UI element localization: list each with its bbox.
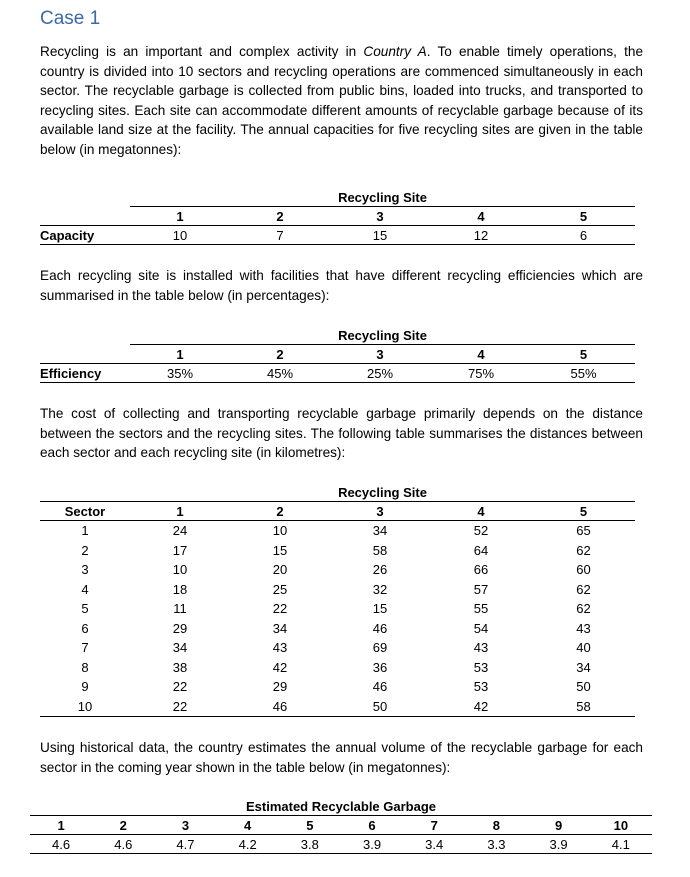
efficiency-site-header: 2 <box>230 345 330 364</box>
distance-cell: 43 <box>576 620 591 636</box>
garbage-sector-header: 10 <box>590 816 652 835</box>
distance-cell: 46 <box>230 697 330 717</box>
garbage-paragraph: Using historical data, the country estimates the annual volume of the recyclable garbage for each sector in the coming year shown in the table below (in megatonnes): <box>40 740 643 775</box>
capacity-value: 10 <box>130 226 230 245</box>
sector-number: 6 <box>81 620 89 636</box>
garbage-sector-header: 5 <box>279 816 341 835</box>
capacity-table <box>40 188 635 245</box>
distance-cell: 50 <box>330 697 430 717</box>
garbage-sector-header: 1 <box>30 816 92 835</box>
garbage-sector-header: 7 <box>403 816 465 835</box>
distance-cell: 34 <box>272 620 288 636</box>
distance-cell: 52 <box>473 523 489 539</box>
garbage-table <box>30 797 652 854</box>
efficiency-group-header: Recycling Site <box>338 327 427 343</box>
case-title: Case 1 <box>40 8 101 29</box>
distance-cell: 34 <box>372 523 388 539</box>
distance-cell: 29 <box>172 620 188 636</box>
capacity-site-header: 5 <box>532 207 635 226</box>
table-row <box>40 619 635 639</box>
distance-site-header: 1 <box>130 502 230 521</box>
capacity-site-header: 3 <box>330 207 430 226</box>
garbage-sector-header: 2 <box>92 816 154 835</box>
distance-cell: 58 <box>372 542 388 558</box>
capacity-value: 6 <box>532 226 635 245</box>
distance-cell: 11 <box>173 601 187 617</box>
efficiency-value: 75% <box>430 364 532 383</box>
country-name: Country A <box>363 44 427 59</box>
distance-cell: 57 <box>473 581 489 597</box>
garbage-value-row <box>30 835 652 854</box>
efficiency-site-header: 3 <box>330 345 430 364</box>
distance-cell: 15 <box>272 542 288 558</box>
distance-cell: 69 <box>372 640 388 656</box>
distance-cell: 32 <box>372 581 388 597</box>
garbage-value: 4.6 <box>30 835 92 854</box>
garbage-value: 3.8 <box>279 835 341 854</box>
distance-cell: 36 <box>372 659 388 675</box>
efficiency-value: 25% <box>330 364 430 383</box>
sector-number: 10 <box>40 697 130 717</box>
table-row <box>40 697 635 717</box>
table-row <box>40 541 635 561</box>
table-row <box>40 580 635 600</box>
garbage-value: 3.4 <box>403 835 465 854</box>
garbage-value: 4.6 <box>92 835 154 854</box>
capacity-value: 12 <box>430 226 532 245</box>
efficiency-value: 35% <box>130 364 230 383</box>
efficiency-paragraph: Each recycling site is installed with facilities that have different recycling efficiencies which are summarised in the table below (in percentages): <box>40 268 643 303</box>
capacity-site-header: 2 <box>230 207 330 226</box>
sector-number: 3 <box>81 562 89 578</box>
sector-number: 8 <box>81 659 89 675</box>
capacity-group-header: Recycling Site <box>338 189 427 205</box>
distance-cell: 29 <box>272 679 288 695</box>
capacity-row-label: Capacity <box>40 226 130 245</box>
table-row <box>40 599 635 619</box>
distance-cell: 54 <box>473 620 489 636</box>
distance-cell: 34 <box>172 640 188 656</box>
distance-paragraph: The cost of collecting and transporting recyclable garbage primarily depends on the distance between the sectors and the recycling sites. The following table summarises the distances between each sector and each recycling site (in kilometres): <box>40 406 643 460</box>
distance-group-header: Recycling Site <box>338 484 427 500</box>
distance-cell: 62 <box>576 601 591 617</box>
garbage-sector-header: 3 <box>154 816 216 835</box>
sector-number: 7 <box>81 640 89 656</box>
distance-cell: 42 <box>272 659 288 675</box>
distance-cell: 15 <box>372 601 388 617</box>
intro-text-2: . To enable timely operations, the country is divided into 10 sectors and recycling operations are commenced simultaneously in each sector. The recyclable garbage is collected from public bins, loaded into trucks, and transported to recycling sites. Each site can accommodate different amounts of recyclable garbage because of its available land size at the facility. The annual capacities for five recycling sites are given in the table below (in megatonnes): <box>40 44 644 157</box>
efficiency-row-label: Efficiency <box>40 364 130 383</box>
distance-cell: 65 <box>576 523 591 539</box>
distance-cell: 24 <box>172 523 188 539</box>
distance-site-header: 5 <box>532 502 635 521</box>
distance-cell: 46 <box>372 620 388 636</box>
distance-cell: 55 <box>473 601 489 617</box>
distance-site-header: 4 <box>430 502 532 521</box>
intro-text-1: Recycling is an important and complex activity in <box>40 44 364 59</box>
distance-cell: 25 <box>272 581 288 597</box>
garbage-value: 4.1 <box>590 835 652 854</box>
table-row <box>40 677 635 697</box>
garbage-sector-header: 4 <box>217 816 279 835</box>
distance-cell: 34 <box>576 659 591 675</box>
distance-cell: 66 <box>473 562 489 578</box>
garbage-header-row <box>30 816 652 835</box>
distance-cell: 42 <box>430 697 532 717</box>
garbage-value: 3.3 <box>465 835 527 854</box>
distance-cell: 10 <box>272 523 288 539</box>
distance-cell: 43 <box>272 640 288 656</box>
garbage-value: 3.9 <box>341 835 403 854</box>
intro-paragraph <box>40 42 643 159</box>
distance-site-header: 2 <box>230 502 330 521</box>
efficiency-site-header: 1 <box>130 345 230 364</box>
capacity-value: 7 <box>230 226 330 245</box>
sector-number: 4 <box>81 581 89 597</box>
distance-cell: 62 <box>576 581 591 597</box>
distance-cell: 18 <box>172 581 188 597</box>
efficiency-site-header: 4 <box>430 345 532 364</box>
sector-number: 5 <box>81 601 89 617</box>
table-row <box>40 521 635 541</box>
distance-cell: 43 <box>473 640 489 656</box>
garbage-sector-header: 8 <box>465 816 527 835</box>
garbage-value: 3.9 <box>528 835 590 854</box>
capacity-site-header: 4 <box>430 207 532 226</box>
distance-cell: 46 <box>372 679 388 695</box>
distance-cell: 22 <box>130 697 230 717</box>
distance-table <box>40 483 635 717</box>
distance-cell: 17 <box>172 542 188 558</box>
distance-site-header: 3 <box>330 502 430 521</box>
distance-cell: 50 <box>576 679 591 695</box>
capacity-value: 15 <box>330 226 430 245</box>
distance-cell: 53 <box>473 679 489 695</box>
efficiency-value: 55% <box>532 364 635 383</box>
garbage-value: 4.2 <box>217 835 279 854</box>
efficiency-table <box>40 326 635 383</box>
table-row <box>40 560 635 580</box>
distance-cell: 10 <box>172 562 188 578</box>
distance-cell: 38 <box>172 659 188 675</box>
distance-cell: 22 <box>272 601 288 617</box>
distance-cell: 53 <box>473 659 489 675</box>
distance-cell: 62 <box>576 542 591 558</box>
sector-number: 1 <box>81 523 89 539</box>
garbage-value: 4.7 <box>154 835 216 854</box>
distance-table-body <box>40 521 635 717</box>
garbage-sector-header: 9 <box>528 816 590 835</box>
table-row <box>40 638 635 658</box>
distance-cell: 26 <box>372 562 388 578</box>
efficiency-site-header: 5 <box>532 345 635 364</box>
sector-number: 9 <box>81 679 89 695</box>
distance-cell: 60 <box>576 562 591 578</box>
distance-cell: 58 <box>532 697 635 717</box>
distance-cell: 22 <box>172 679 188 695</box>
distance-cell: 20 <box>272 562 288 578</box>
garbage-group-header: Estimated Recyclable Garbage <box>245 798 437 814</box>
distance-cell: 64 <box>473 542 489 558</box>
table-row <box>40 658 635 678</box>
distance-cell: 40 <box>576 640 591 656</box>
capacity-site-header: 1 <box>130 207 230 226</box>
garbage-sector-header: 6 <box>341 816 403 835</box>
efficiency-value: 45% <box>230 364 330 383</box>
sector-number: 2 <box>81 542 89 558</box>
sector-column-header: Sector <box>40 502 130 521</box>
